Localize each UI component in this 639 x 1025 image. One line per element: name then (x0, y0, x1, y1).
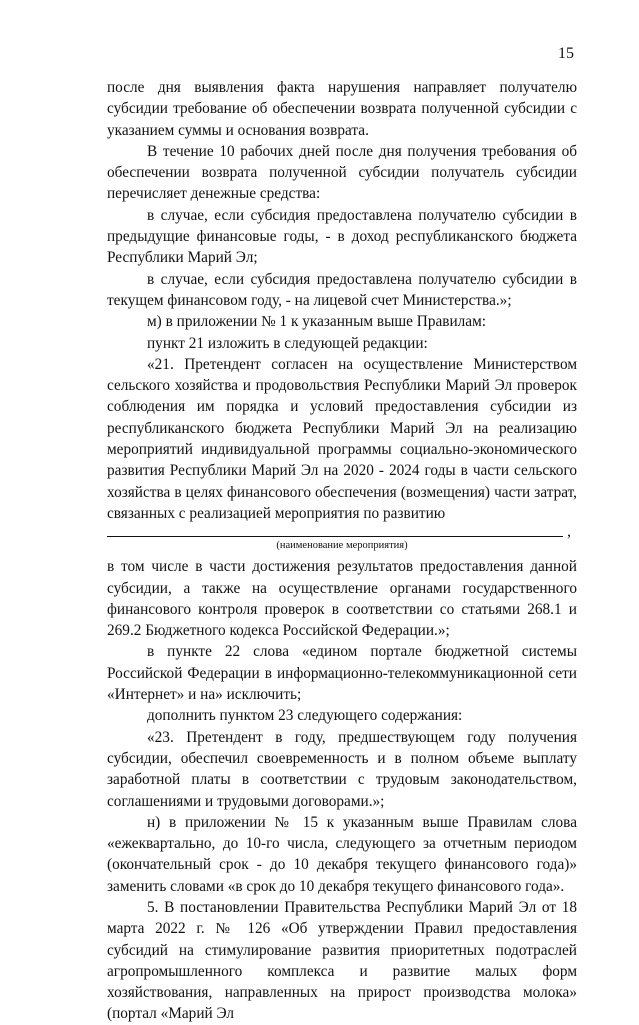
paragraph-clause-23: «23. Претендент в году, предшествующем году получения субсидии, обеспечил своевременность и в полном объеме выплату заработной платы в соответствии с трудовым законодательством, соглашениями и трудовыми договорами.»; (107, 728, 577, 810)
paragraph-add-clause-23-intro: дополнить пунктом 23 следующего содержания: (147, 707, 463, 725)
paragraph-violation-notice: после дня выявления факта нарушения направляет получателю субсидии требование об обеспечении возврата полученной субсидии с указанием суммы и основания возврата. (107, 79, 577, 139)
paragraph-item-m: м) в приложении № 1 к указанным выше Правилам: (147, 313, 487, 331)
fill-in-blank-line (107, 524, 573, 546)
paragraph-section-5: 5. В постановлении Правительства Республики Марий Эл от 18 марта 2022 г. № 126 «Об утверждении Правил предоставления субсидий на стимулирование развития приоритетных подотраслей агропромышленного комплекса и развитие малых форм хозяйствования, направленных на прирост производства молока» (портал «Марий Эл (107, 898, 577, 1023)
paragraph-refund-deadline: В течение 10 рабочих дней после дня получения требования об обеспечении возврата полученной субсидии получатель субсидии перечисляет денежные средства: (107, 142, 577, 203)
blank-underline (107, 536, 563, 537)
blank-comma: , (567, 523, 571, 541)
paragraph-clause-22: в пункте 22 слова «едином портале бюджетной системы Российской Федерации в информационно-телекоммуникационной сети «Интернет» и на» исключить; (107, 643, 577, 704)
paragraph-clause-21: «21. Претендент согласен на осуществление Министерством сельского хозяйства и продовольствия Республики Марий Эл проверок соблюдения им порядка и условий предоставления субсидии из республиканского бюджета Республики Марий Эл на реализацию мероприятий индивидуальной программы социально-экономического развития Республики Марий Эл на 2020 - 2024 годы в части сельского хозяйства в целях финансового обеспечения (возмещения) части затрат, связанных с реализацией мероприятия по развитию (107, 355, 577, 522)
blank-caption: (наименование мероприятия) (276, 540, 408, 552)
paragraph-refund-previous-years: в случае, если субсидия предоставлена получателю субсидии в предыдущие финансовые годы, - в доход республиканского бюджета Республики Марий Эл; (107, 206, 577, 267)
page-number: 15 (558, 45, 574, 62)
paragraph-clause-21-intro: пункт 21 изложить в следующей редакции: (147, 334, 428, 352)
paragraph-item-n: н) в приложении № 15 к указанным выше Правилам слова «ежеквартально, до 10-го числа, следующего за отчетным периодом (окончательный срок - до 10 декабря текущего финансового года)» заменить словами «в срок до 10 декабря текущего финансового года». (107, 813, 577, 895)
document-body (107, 77, 577, 1025)
paragraph-clause-21-continued: в том числе в части достижения результатов предоставления данной субсидии, а также на осуществление органами государственного финансового контроля проверок в соответствии со статьями 268.1 и 269.2 Бюджетного кодекса Российской Федерации.»; (107, 558, 577, 640)
paragraph-refund-current-year: в случае, если субсидия предоставлена получателю субсидии в текущем финансовом году, - на лицевой счет Министерства.»; (107, 270, 577, 309)
